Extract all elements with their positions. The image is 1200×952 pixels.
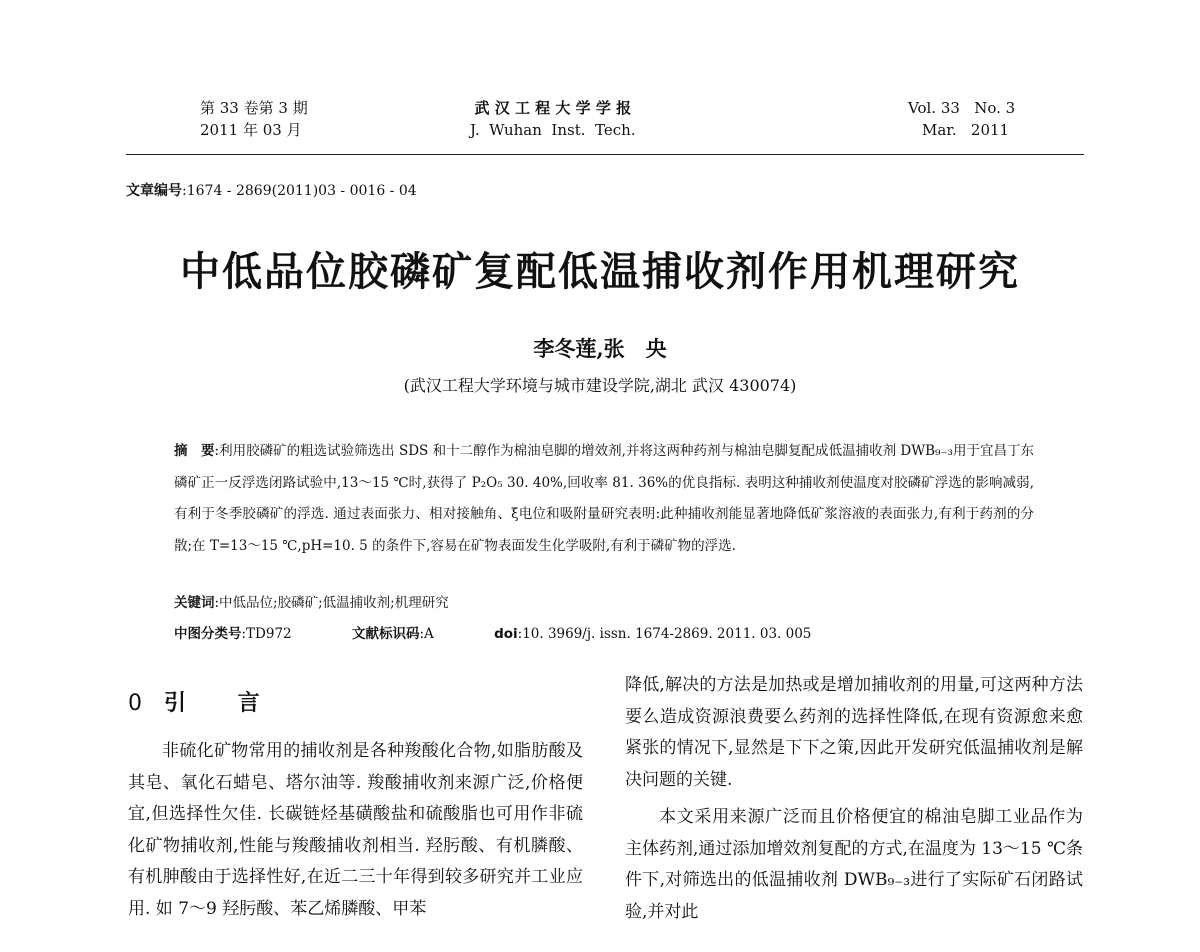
article-number-value: :1674 - 2869(2011)03 - 0016 - 04 bbox=[182, 183, 417, 199]
journal-issue-cn bbox=[200, 97, 308, 141]
paper-title: 中低品位胶磷矿复配低温捕收剂作用机理研究 bbox=[180, 249, 1020, 295]
body-column-right bbox=[625, 670, 1083, 928]
document-code-value: :A bbox=[419, 626, 434, 642]
journal-name bbox=[470, 97, 636, 141]
section-number: 0 bbox=[128, 691, 142, 716]
journal-issue-en bbox=[908, 97, 1015, 141]
section-title: 引 言 bbox=[164, 691, 282, 716]
header-rule bbox=[126, 154, 1084, 155]
keywords-text: :中低品位;胶磷矿;低温捕收剂;机理研究 bbox=[214, 595, 449, 611]
body-column-left bbox=[128, 736, 583, 925]
abstract-label: 摘 要 bbox=[174, 443, 215, 459]
doi-value: :10. 3969/j. issn. 1674-2869. 2011. 03. 005 bbox=[517, 626, 812, 642]
document-code bbox=[352, 626, 434, 642]
abstract-text: :利用胶磷矿的粗选试验筛选出 SDS 和十二醇作为棉油皂脚的增效剂,并将这两种药剂与棉油皂脚复配成低温捕收剂 DWB₉₋₃用于宜昌丁东磷矿正一反浮选闭路试验中,13～15 ℃时,获得了 P₂O₅ 30. 40%,回收率 81. 36%的优良指标. 表明这种捕收剂使温度对胶磷矿浮选的影响减弱,有利于冬季胶磷矿的浮选. 通过表面张力、相对接触角、ξ电位和吸附量研究表明:此种捕收剂能显著地降低矿浆溶液的表面张力,有利于药剂的分散;在 T=13～15 ℃,pH=10. 5 的条件下,容易在矿物表面发生化学吸附,有利于磷矿物的浮选. bbox=[174, 443, 1035, 554]
abstract bbox=[174, 436, 1034, 562]
volume-issue-cn: 第 33 卷第 3 期 bbox=[200, 99, 308, 117]
affiliation: (武汉工程大学环境与城市建设学院,湖北 武汉 430074) bbox=[403, 376, 797, 395]
doi-label: doi bbox=[494, 626, 518, 642]
body-paragraph: 非硫化矿物常用的捕收剂是各种羧酸化合物,如脂肪酸及其皂、氧化石蜡皂、塔尔油等. 羧酸捕收剂来源广泛,价格便宜,但选择性欠佳. 长碳链烃基磺酸盐和硫酸脂也可用作非硫化矿物捕收剂,性能与羧酸捕收剂相当. 羟肟酸、有机膦酸、有机胂酸由于选择性好,在近二三十年得到较多研究并工业应用. 如 7～9 羟肟酸、苯乙烯膦酸、甲苯 bbox=[128, 741, 583, 919]
body-paragraph: 降低,解决的方法是加热或是增加捕收剂的用量,可这两种方法要么造成资源浪费要么药剂的选择性降低,在现有资源愈来愈紧张的情况下,显然是下下之策,因此开发研究低温捕收剂是解决问题的关键. bbox=[625, 675, 1083, 790]
authors: 李冬莲,张 央 bbox=[533, 336, 667, 361]
clc-number bbox=[174, 626, 292, 642]
article-number-label: 文章编号 bbox=[126, 183, 182, 199]
keywords bbox=[174, 591, 449, 611]
clc-label: 中图分类号 bbox=[174, 626, 242, 642]
keywords-label: 关键词 bbox=[174, 595, 215, 611]
date-en: Mar. 2011 bbox=[922, 121, 1010, 139]
clc-value: :TD972 bbox=[241, 626, 292, 642]
date-cn: 2011 年 03 月 bbox=[200, 121, 302, 139]
body-paragraph: 本文采用来源广泛而且价格便宜的棉油皂脚工业品作为主体药剂,通过添加增效剂复配的方式,在温度为 13～15 ℃条件下,对筛选出的低温捕收剂 DWB₉₋₃进行了实际矿石闭路试验,并对此 bbox=[625, 807, 1083, 922]
article-number bbox=[126, 180, 417, 200]
section-heading bbox=[128, 686, 282, 717]
classification-row bbox=[174, 622, 1074, 642]
journal-name-en: J. Wuhan Inst. Tech. bbox=[470, 121, 636, 139]
doi bbox=[494, 626, 811, 642]
journal-name-cn: 武 汉 工 程 大 学 学 报 bbox=[474, 99, 632, 117]
document-code-label: 文献标识码 bbox=[351, 626, 420, 642]
volume-issue-en: Vol. 33 No. 3 bbox=[908, 99, 1016, 117]
